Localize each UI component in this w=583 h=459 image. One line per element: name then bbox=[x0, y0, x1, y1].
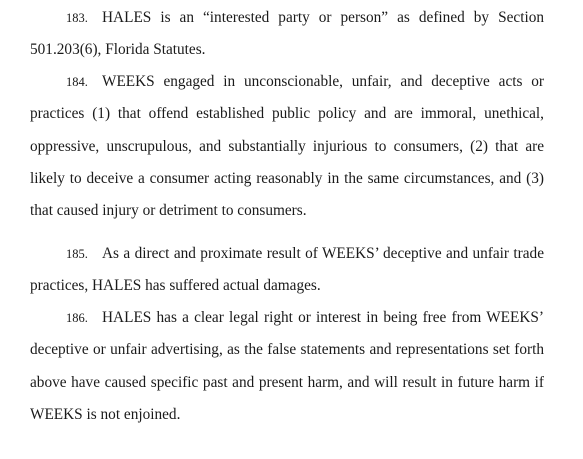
paragraph-183 bbox=[30, 2, 544, 67]
paragraph-number: 183. bbox=[66, 11, 88, 25]
paragraph-184 bbox=[30, 66, 544, 227]
paragraph-number: 186. bbox=[66, 311, 88, 325]
paragraph-185 bbox=[30, 238, 544, 303]
paragraph-text: HALES is an “interested party or person” as defined by Section 501.203(6), Florida Statutes. bbox=[30, 9, 544, 59]
paragraph-text: WEEKS engaged in unconscionable, unfair, and deceptive acts or practices (1) that offend established public policy and are immoral, unethical, oppressive, unscrupulous, and substantially injurious to consumers, (2) that are likely to deceive a consumer acting reasonably in the same circumstances, and (3) that caused injury or detriment to consumers. bbox=[30, 73, 544, 220]
paragraph-186 bbox=[30, 302, 544, 431]
paragraph-text: As a direct and proximate result of WEEKS’ deceptive and unfair trade practices, HALES has suffered actual damages. bbox=[30, 245, 544, 295]
paragraph-number: 184. bbox=[66, 75, 88, 89]
paragraph-number: 185. bbox=[66, 247, 88, 261]
paragraph-text: HALES has a clear legal right or interest in being free from WEEKS’ deceptive or unfair advertising, as the false statements and representations set forth above have caused specific past and present harm, and will result in future harm if WEEKS is not enjoined. bbox=[30, 309, 544, 423]
